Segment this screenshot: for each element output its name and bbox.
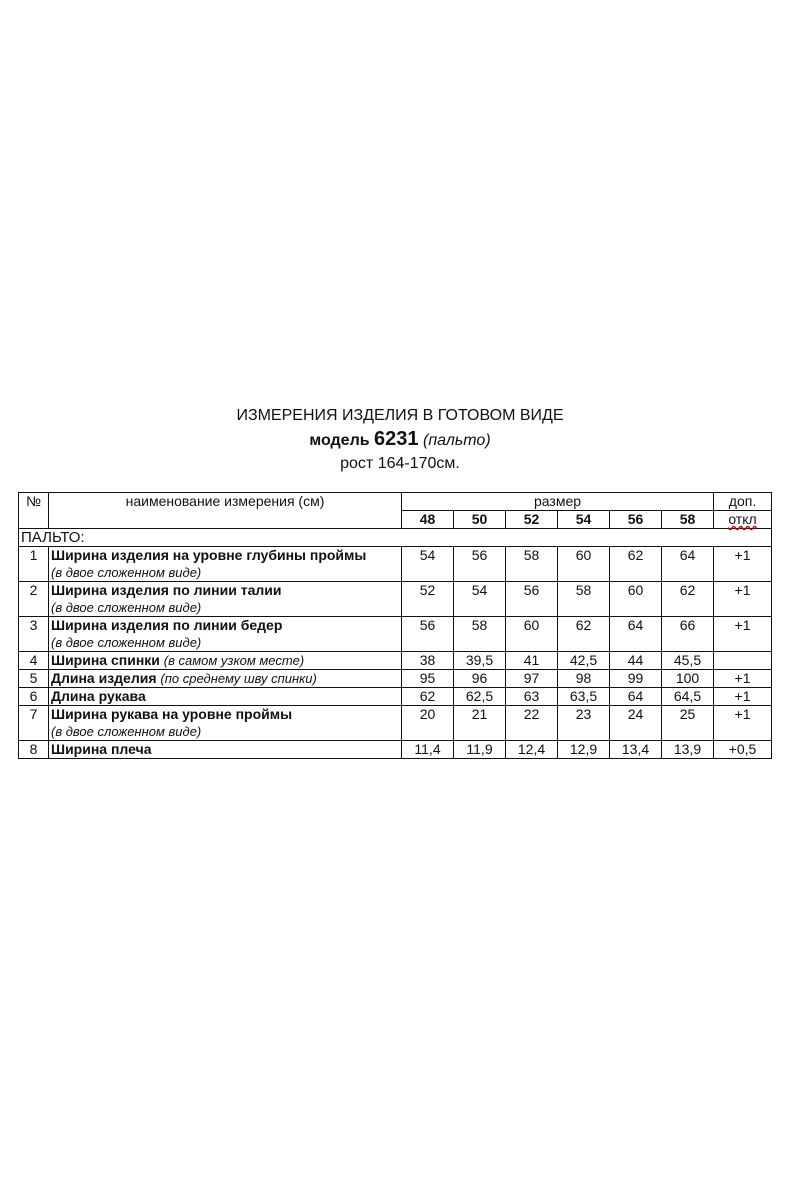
measurement-name-cell bbox=[49, 617, 402, 652]
size-value-50: 21 bbox=[454, 706, 506, 741]
measurement-name-cell bbox=[49, 688, 402, 706]
table-row bbox=[19, 582, 772, 617]
size-value-52: 60 bbox=[506, 617, 558, 652]
size-value-54: 62 bbox=[558, 617, 610, 652]
measurement-name: Длина рукава bbox=[51, 688, 146, 704]
measurement-name: Ширина изделия на уровне глубины проймы bbox=[51, 547, 367, 563]
measurement-name-cell bbox=[49, 706, 402, 741]
measurement-note: (в двое сложенном виде) bbox=[51, 600, 202, 615]
size-value-48: 95 bbox=[402, 670, 454, 688]
model-label: модель bbox=[309, 432, 370, 449]
measurement-name: Ширина изделия по линии талии bbox=[51, 582, 282, 598]
size-value-58: 62 bbox=[662, 582, 714, 617]
measurement-note: (в самом узком месте) bbox=[163, 653, 305, 668]
size-value-56: 62 bbox=[610, 547, 662, 582]
size-value-50: 96 bbox=[454, 670, 506, 688]
size-value-58: 45,5 bbox=[662, 652, 714, 670]
size-value-48: 54 bbox=[402, 547, 454, 582]
measurement-name-cell bbox=[49, 582, 402, 617]
size-value-56: 13,4 bbox=[610, 741, 662, 759]
col-tolerance-header: доп. bbox=[714, 493, 772, 511]
tolerance-value: +1 bbox=[714, 706, 772, 741]
height-range: рост 164-170см. bbox=[340, 455, 460, 472]
measurement-note: (по среднему шву спинки) bbox=[160, 671, 317, 686]
col-name-header: наименование измерения (см) bbox=[49, 493, 402, 529]
measurements-table bbox=[18, 492, 772, 759]
size-value-58: 13,9 bbox=[662, 741, 714, 759]
row-number: 6 bbox=[19, 688, 49, 706]
size-value-56: 99 bbox=[610, 670, 662, 688]
tolerance-value: +1 bbox=[714, 547, 772, 582]
measurement-note: (в двое сложенном виде) bbox=[51, 565, 202, 580]
size-value-56: 64 bbox=[610, 617, 662, 652]
col-size-header: размер bbox=[402, 493, 714, 511]
size-value-52: 56 bbox=[506, 582, 558, 617]
measurement-name-cell bbox=[49, 741, 402, 759]
measurement-name: Ширина спинки bbox=[51, 652, 160, 668]
size-value-58: 25 bbox=[662, 706, 714, 741]
row-number: 8 bbox=[19, 741, 49, 759]
measurement-name-cell bbox=[49, 670, 402, 688]
table-row bbox=[19, 617, 772, 652]
col-number-header: № bbox=[19, 493, 49, 529]
size-value-52: 97 bbox=[506, 670, 558, 688]
table-row bbox=[19, 741, 772, 759]
measurement-note: (в двое сложенном виде) bbox=[51, 724, 202, 739]
section-label: ПАЛЬТО: bbox=[19, 529, 772, 547]
size-value-58: 64,5 bbox=[662, 688, 714, 706]
measurement-name-cell bbox=[49, 547, 402, 582]
table-row bbox=[19, 706, 772, 741]
size-value-54: 23 bbox=[558, 706, 610, 741]
row-number: 5 bbox=[19, 670, 49, 688]
size-value-56: 64 bbox=[610, 688, 662, 706]
size-value-56: 24 bbox=[610, 706, 662, 741]
size-value-54: 12,9 bbox=[558, 741, 610, 759]
size-value-58: 64 bbox=[662, 547, 714, 582]
document-title: ИЗМЕРЕНИЯ ИЗДЕЛИЯ В ГОТОВОМ ВИДЕ bbox=[236, 407, 564, 424]
tolerance-value: +1 bbox=[714, 670, 772, 688]
size-value-50: 58 bbox=[454, 617, 506, 652]
size-value-52: 22 bbox=[506, 706, 558, 741]
table-row bbox=[19, 652, 772, 670]
size-value-52: 12,4 bbox=[506, 741, 558, 759]
model-type: (пальто) bbox=[422, 432, 491, 449]
size-value-48: 20 bbox=[402, 706, 454, 741]
size-value-54: 60 bbox=[558, 547, 610, 582]
measurement-name: Ширина плеча bbox=[51, 741, 152, 757]
measurement-note: (в двое сложенном виде) bbox=[51, 635, 202, 650]
size-value-54: 98 bbox=[558, 670, 610, 688]
tolerance-value: +1 bbox=[714, 617, 772, 652]
measurement-name: Ширина изделия по линии бедер bbox=[51, 617, 283, 633]
size-value-50: 62,5 bbox=[454, 688, 506, 706]
size-value-50: 56 bbox=[454, 547, 506, 582]
size-value-52: 41 bbox=[506, 652, 558, 670]
measurement-name: Ширина рукава на уровне проймы bbox=[51, 706, 293, 722]
table-row bbox=[19, 670, 772, 688]
size-value-58: 100 bbox=[662, 670, 714, 688]
row-number: 1 bbox=[19, 547, 49, 582]
row-number: 7 bbox=[19, 706, 49, 741]
row-number: 2 bbox=[19, 582, 49, 617]
size-value-52: 63 bbox=[506, 688, 558, 706]
measurement-name: Длина изделия bbox=[51, 670, 157, 686]
size-header-54: 54 bbox=[558, 511, 610, 529]
size-header-48: 48 bbox=[402, 511, 454, 529]
size-value-50: 54 bbox=[454, 582, 506, 617]
size-header-50: 50 bbox=[454, 511, 506, 529]
size-value-58: 66 bbox=[662, 617, 714, 652]
model-number: 6231 bbox=[374, 428, 419, 450]
size-value-56: 60 bbox=[610, 582, 662, 617]
size-value-54: 63,5 bbox=[558, 688, 610, 706]
table-row bbox=[19, 547, 772, 582]
size-value-50: 11,9 bbox=[454, 741, 506, 759]
col-tolerance-header-2: откл bbox=[714, 511, 772, 529]
size-value-52: 58 bbox=[506, 547, 558, 582]
size-value-54: 58 bbox=[558, 582, 610, 617]
size-value-56: 44 bbox=[610, 652, 662, 670]
measurement-name-cell bbox=[49, 652, 402, 670]
tolerance-value: +1 bbox=[714, 582, 772, 617]
tolerance-value: +0,5 bbox=[714, 741, 772, 759]
size-header-58: 58 bbox=[662, 511, 714, 529]
tolerance-value: +1 bbox=[714, 688, 772, 706]
size-value-48: 38 bbox=[402, 652, 454, 670]
size-header-56: 56 bbox=[610, 511, 662, 529]
row-number: 3 bbox=[19, 617, 49, 652]
size-header-52: 52 bbox=[506, 511, 558, 529]
size-value-48: 11,4 bbox=[402, 741, 454, 759]
tolerance-value bbox=[714, 652, 772, 670]
document-header bbox=[0, 405, 800, 475]
model-line bbox=[0, 427, 800, 453]
table-row bbox=[19, 688, 772, 706]
size-value-50: 39,5 bbox=[454, 652, 506, 670]
row-number: 4 bbox=[19, 652, 49, 670]
size-value-48: 52 bbox=[402, 582, 454, 617]
size-value-48: 62 bbox=[402, 688, 454, 706]
size-value-48: 56 bbox=[402, 617, 454, 652]
size-value-54: 42,5 bbox=[558, 652, 610, 670]
